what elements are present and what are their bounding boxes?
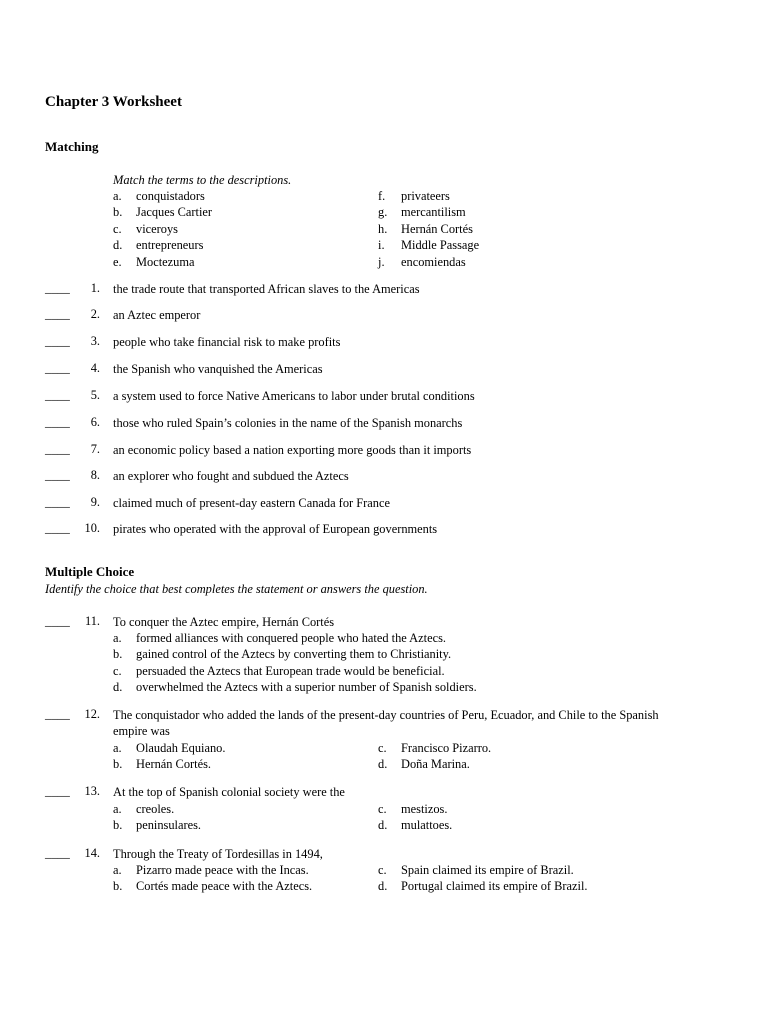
term-letter: h. bbox=[378, 222, 388, 236]
question-text: At the top of Spanish colonial society were the bbox=[113, 785, 345, 799]
term: Middle Passage bbox=[401, 238, 480, 252]
term: encomiendas bbox=[401, 255, 466, 269]
item-number: 6. bbox=[90, 415, 100, 429]
question-number: 12. bbox=[84, 707, 100, 721]
question-number: 14. bbox=[84, 846, 100, 860]
term: viceroys bbox=[136, 222, 178, 236]
item-number: 3. bbox=[90, 334, 100, 348]
choice-letter: d. bbox=[378, 879, 388, 893]
term-letter: d. bbox=[113, 238, 123, 252]
term-letter: j. bbox=[378, 255, 385, 269]
choice-text: formed alliances with conquered people who hated the Aztecs. bbox=[136, 631, 446, 645]
matching-instruction: Match the terms to the descriptions. bbox=[113, 173, 292, 187]
term: Hernán Cortés bbox=[401, 222, 473, 236]
choice-text: Hernán Cortés. bbox=[136, 757, 212, 771]
question-number: 11. bbox=[84, 614, 100, 628]
choice-text: Doña Marina. bbox=[401, 757, 470, 771]
question-text-continued: empire was bbox=[113, 724, 170, 738]
item-text: an economic policy based a nation exporting more goods than it imports bbox=[113, 443, 472, 457]
choice-letter: c. bbox=[378, 741, 387, 755]
answer-blank[interactable]: ____ bbox=[45, 784, 70, 798]
choice-letter: c. bbox=[378, 863, 387, 877]
item-number: 10. bbox=[84, 521, 100, 535]
choice-letter: c. bbox=[378, 802, 387, 816]
answer-blank[interactable]: ____ bbox=[45, 415, 70, 429]
choice-letter: a. bbox=[113, 802, 122, 816]
choice-text: Spain claimed its empire of Brazil. bbox=[401, 863, 574, 877]
choice-letter: a. bbox=[113, 631, 122, 645]
answer-blank[interactable]: ____ bbox=[45, 442, 70, 456]
term: privateers bbox=[401, 189, 450, 203]
choice-letter: d. bbox=[378, 757, 388, 771]
answer-blank[interactable]: ____ bbox=[45, 361, 70, 375]
term-letter: b. bbox=[113, 205, 123, 219]
term: mercantilism bbox=[401, 205, 466, 219]
answer-blank[interactable]: ____ bbox=[45, 495, 70, 509]
item-text: the Spanish who vanquished the Americas bbox=[113, 362, 323, 376]
choice-text: Olaudah Equiano. bbox=[136, 741, 226, 755]
choice-letter: c. bbox=[113, 664, 122, 678]
term-letter: g. bbox=[378, 205, 388, 219]
choice-letter: b. bbox=[113, 818, 123, 832]
choice-letter: a. bbox=[113, 863, 122, 877]
answer-blank[interactable]: ____ bbox=[45, 521, 70, 535]
choice-text: Cortés made peace with the Aztecs. bbox=[136, 879, 313, 893]
item-text: claimed much of present-day eastern Canada for France bbox=[113, 496, 390, 510]
choice-text: creoles. bbox=[136, 802, 175, 816]
answer-blank[interactable]: ____ bbox=[45, 846, 70, 860]
choice-text: mulattoes. bbox=[401, 818, 453, 832]
term: entrepreneurs bbox=[136, 238, 204, 252]
choice-text: mestizos. bbox=[401, 802, 448, 816]
term-letter: e. bbox=[113, 255, 122, 269]
term: Moctezuma bbox=[136, 255, 195, 269]
answer-blank[interactable]: ____ bbox=[45, 281, 70, 295]
choice-letter: d. bbox=[378, 818, 388, 832]
term: conquistadors bbox=[136, 189, 205, 203]
answer-blank[interactable]: ____ bbox=[45, 707, 70, 721]
item-text: pirates who operated with the approval of European governments bbox=[113, 522, 438, 536]
item-text: an explorer who fought and subdued the Aztecs bbox=[113, 469, 349, 483]
item-text: the trade route that transported African slaves to the Americas bbox=[113, 282, 420, 296]
answer-blank[interactable]: ____ bbox=[45, 468, 70, 482]
mc-instruction: Identify the choice that best completes the statement or answers the question. bbox=[45, 582, 428, 596]
item-text: an Aztec emperor bbox=[113, 308, 201, 322]
question-text: The conquistador who added the lands of the present-day countries of Peru, Ecuador, and Chile to the Spanish bbox=[113, 708, 659, 722]
choice-text: Pizarro made peace with the Incas. bbox=[136, 863, 309, 877]
item-text: a system used to force Native Americans to labor under brutal conditions bbox=[113, 389, 475, 403]
choice-letter: b. bbox=[113, 879, 123, 893]
question-text: Through the Treaty of Tordesillas in 1494, bbox=[113, 847, 323, 861]
choice-text: persuaded the Aztecs that European trade would be beneficial. bbox=[136, 664, 445, 678]
mc-heading: Multiple Choice bbox=[45, 564, 135, 579]
term-letter: a. bbox=[113, 189, 122, 203]
page-title: Chapter 3 Worksheet bbox=[45, 94, 182, 110]
item-text: those who ruled Spain’s colonies in the name of the Spanish monarchs bbox=[113, 416, 463, 430]
item-number: 7. bbox=[90, 442, 100, 456]
term-letter: i. bbox=[378, 238, 385, 252]
term-letter: f. bbox=[378, 189, 386, 203]
choice-text: Francisco Pizarro. bbox=[401, 741, 492, 755]
choice-text: overwhelmed the Aztecs with a superior number of Spanish soldiers. bbox=[136, 680, 477, 694]
choice-letter: a. bbox=[113, 741, 122, 755]
answer-blank[interactable]: ____ bbox=[45, 307, 70, 321]
term: Jacques Cartier bbox=[136, 205, 213, 219]
choice-text: gained control of the Aztecs by converting them to Christianity. bbox=[136, 647, 452, 661]
answer-blank[interactable]: ____ bbox=[45, 334, 70, 348]
choice-text: Portugal claimed its empire of Brazil. bbox=[401, 879, 588, 893]
term-letter: c. bbox=[113, 222, 122, 236]
choice-letter: d. bbox=[113, 680, 123, 694]
answer-blank[interactable]: ____ bbox=[45, 388, 70, 402]
item-number: 4. bbox=[90, 361, 100, 375]
item-number: 8. bbox=[90, 468, 100, 482]
question-number: 13. bbox=[84, 784, 100, 798]
item-number: 2. bbox=[90, 307, 100, 321]
item-text: people who take financial risk to make profits bbox=[113, 335, 341, 349]
item-number: 5. bbox=[90, 388, 100, 402]
choice-letter: b. bbox=[113, 647, 123, 661]
item-number: 1. bbox=[90, 281, 100, 295]
choice-letter: b. bbox=[113, 757, 123, 771]
question-text: To conquer the Aztec empire, Hernán Cortés bbox=[113, 615, 335, 629]
choice-text: peninsulares. bbox=[136, 818, 202, 832]
item-number: 9. bbox=[90, 495, 100, 509]
matching-heading: Matching bbox=[45, 139, 99, 154]
answer-blank[interactable]: ____ bbox=[45, 614, 70, 628]
